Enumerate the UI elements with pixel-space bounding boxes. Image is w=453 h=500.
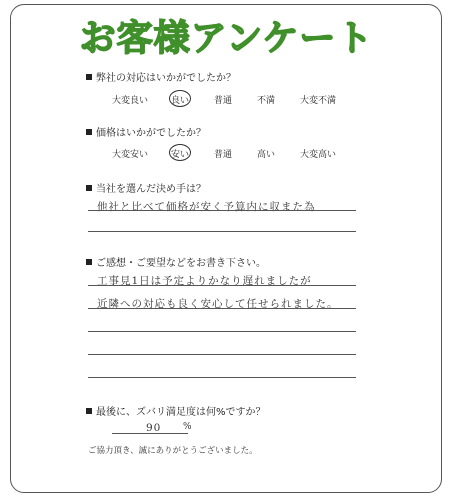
question-1-label: 弊社の対応はいかがでしたか？ bbox=[96, 73, 236, 84]
bullet-square-icon bbox=[86, 185, 92, 191]
satisfaction-line bbox=[112, 433, 188, 434]
answer-line bbox=[88, 231, 356, 232]
question-5-label: 最後に、ズバリ満足度は何%ですか？ bbox=[96, 407, 266, 418]
satisfaction-unit: % bbox=[183, 422, 193, 432]
footer-thanks: ご協力頂き、誠にありがとうございました。 bbox=[88, 446, 258, 456]
q1-option-very-good[interactable]: 大変良い bbox=[112, 96, 149, 106]
question-3-answer: 他社と比べて価格が安く予算内に収また為 bbox=[97, 201, 316, 213]
question-2 bbox=[86, 124, 206, 139]
question-5 bbox=[86, 403, 266, 418]
question-1 bbox=[86, 69, 236, 84]
answer-line bbox=[88, 210, 356, 211]
q2-option-expensive[interactable]: 高い bbox=[257, 150, 276, 160]
q2-option-normal[interactable]: 普通 bbox=[214, 150, 233, 160]
question-4-label: ご感想・ご要望などをお書き下さい。 bbox=[96, 258, 266, 269]
q1-option-very-unsatisfied[interactable]: 大変不満 bbox=[300, 96, 337, 106]
answer-line bbox=[88, 377, 356, 378]
satisfaction-value: 90 bbox=[146, 422, 162, 434]
bullet-square-icon bbox=[86, 259, 92, 265]
question-4-answer-line-2: 近隣への対応も良く安心して任せられました。 bbox=[97, 298, 339, 310]
question-2-label: 価格はいかがでしたか？ bbox=[96, 128, 206, 139]
q1-option-good[interactable]: 良い bbox=[171, 96, 190, 106]
bullet-square-icon bbox=[86, 74, 92, 80]
q2-option-very-cheap[interactable]: 大変安い bbox=[112, 150, 149, 160]
q1-option-normal[interactable]: 普通 bbox=[214, 96, 233, 106]
answer-line bbox=[88, 308, 356, 309]
question-3 bbox=[86, 180, 206, 195]
bullet-square-icon bbox=[86, 129, 92, 135]
q1-option-unsatisfied[interactable]: 不満 bbox=[257, 96, 276, 106]
question-4 bbox=[86, 254, 266, 269]
answer-line bbox=[88, 331, 356, 332]
answer-line bbox=[88, 354, 356, 355]
bullet-square-icon bbox=[86, 408, 92, 414]
answer-line bbox=[88, 285, 356, 286]
question-3-label: 当社を選んだ決め手は？ bbox=[96, 184, 206, 195]
question-4-answer-line-1: 工事見1日は予定よりかなり遅れましたが bbox=[97, 275, 312, 287]
q2-option-cheap[interactable]: 安い bbox=[171, 150, 190, 160]
survey-title: お客様アンケート bbox=[79, 18, 374, 59]
q2-option-very-expensive[interactable]: 大変高い bbox=[300, 150, 337, 160]
